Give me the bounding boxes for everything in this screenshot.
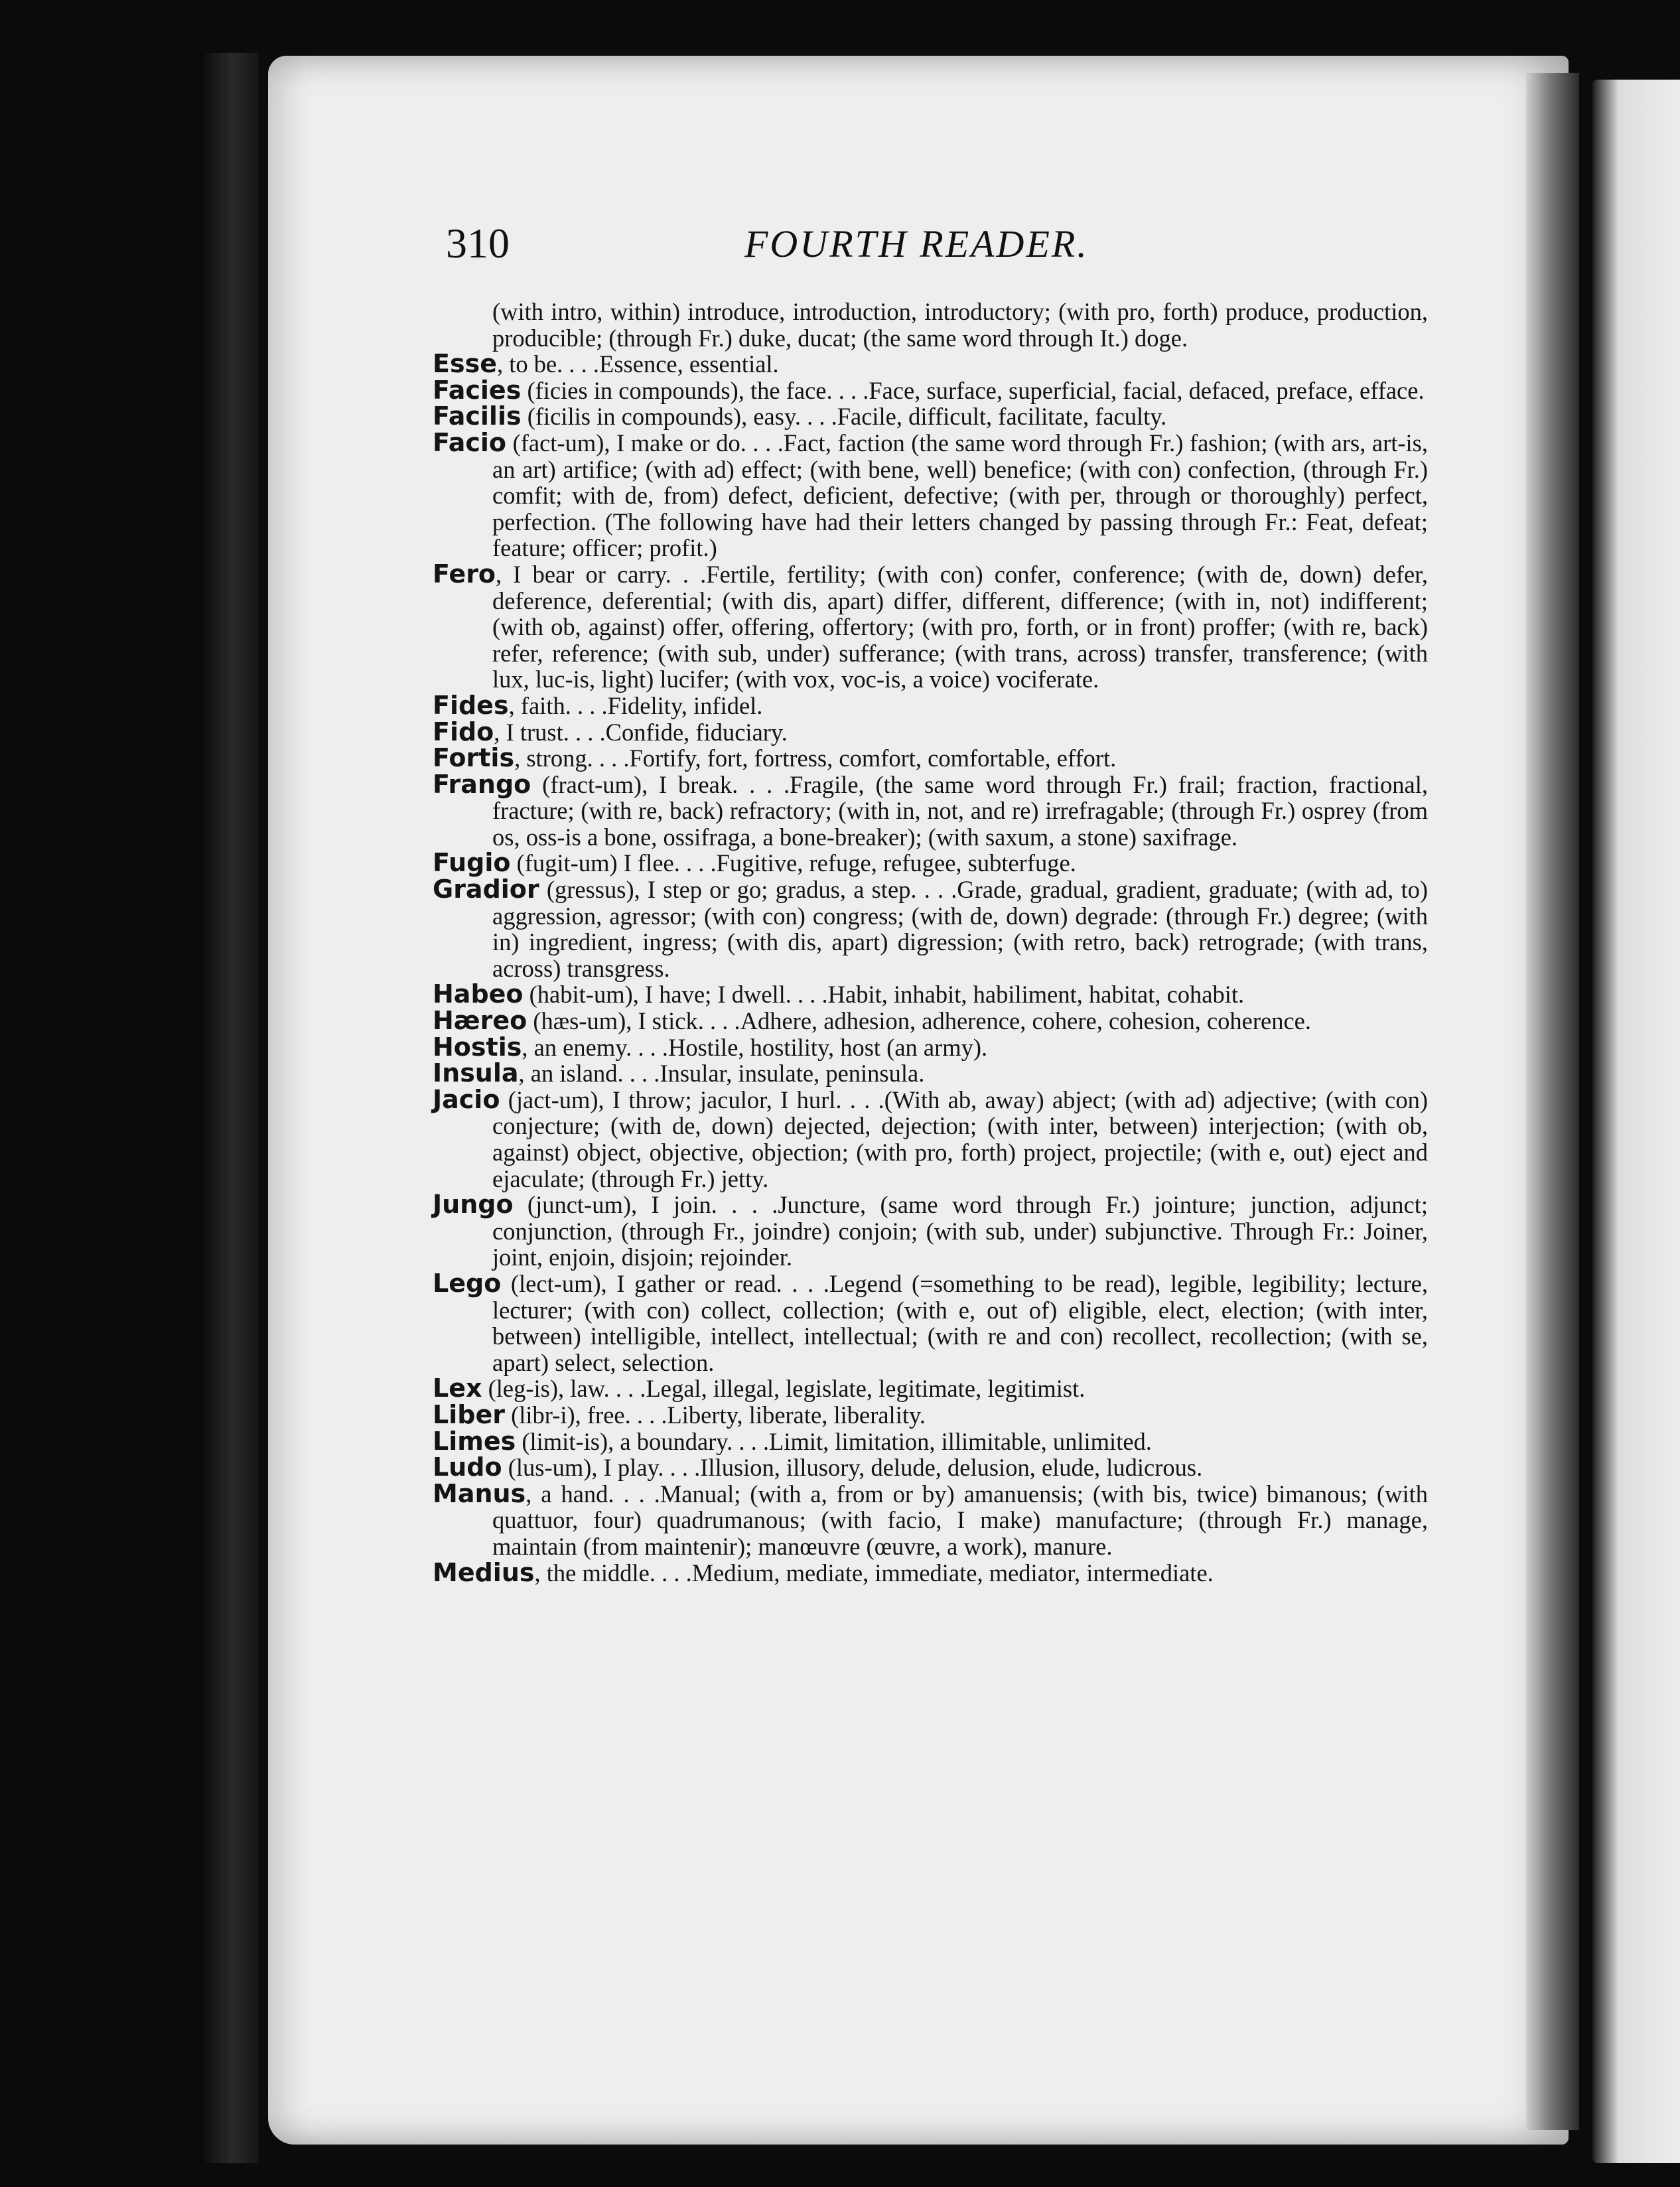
entry-headword: Gradior (433, 875, 539, 904)
entry-headword: Hostis (433, 1032, 522, 1062)
glossary-entry (433, 375, 1428, 405)
glossary-entry (433, 1084, 1428, 1192)
entry-headword: Limes (433, 1426, 516, 1456)
glossary-entry (433, 877, 1428, 981)
entry-text: , I bear or carry. . .Fertile, fertility; (with con) confer, conference; (with de, down) defer, deference, deferential; (with dis, apart) differ, different, difference; (with in, not) indifferent; (with ob, against) offer, offering, offertory; (with pro, forth, or in front) proffer; (with re, back) refer, reference; (with sub, under) sufferance; (with trans, across) transfer, transference; (with lux, luc-is, light) lucifer; (with vox, voc-is, a voice) vociferate. (492, 560, 1428, 693)
entry-text: (hæs-um), I stick. . . .Adhere, adhesion, adherence, cohere, cohesion, coherence. (527, 1007, 1311, 1035)
entry-text: (jact-um), I throw; jaculor, I hurl. . . .(With ab, away) abject; (with ad) adjective; (with con) conjecture; (with de, down) dejected, dejection; (with inter, between) interjection; (with ob, against) object, objective, objection; (with pro, forth) project, projectile; (with e, out) eject and ejaculate; (through Fr.) jetty. (492, 1086, 1428, 1192)
glossary-entry (433, 769, 1428, 851)
entry-text: , strong. . . .Fortify, fort, fortress, comfort, comfortable, effort. (514, 744, 1117, 772)
entry-text: , the middle. . . .Medium, mediate, immediate, mediator, intermediate. (534, 1559, 1214, 1587)
entry-headword: Liber (433, 1399, 505, 1429)
entry-text: (libr-i), free. . . .Liberty, liberate, liberality. (504, 1401, 926, 1429)
entry-text: (habit-um), I have; I dwell. . . .Habit, inhabit, habiliment, habitat, cohabit. (523, 981, 1245, 1009)
entry-text: (leg-is), law. . . .Legal, illegal, legislate, legitimate, legitimist. (482, 1375, 1085, 1403)
glossary-entry (433, 1478, 1428, 1560)
entry-headword: Facies (433, 375, 522, 405)
entry-headword: Fides (433, 690, 509, 720)
entry-text: , to be. . . .Essence, essential. (496, 350, 779, 378)
glossary-entry (433, 1008, 1428, 1034)
entry-text: , I trust. . . .Confide, fiduciary. (494, 718, 788, 746)
glossary-entry (433, 1557, 1428, 1587)
glossary-entry (433, 561, 1428, 693)
entry-text: (with intro, within) introduce, introduction, introductory; (with pro, forth) produce, production, producible; (through Fr.) duke, ducat; (the same word through It.) doge. (492, 298, 1428, 352)
glossary-entry (433, 403, 1428, 430)
glossary-entry (433, 351, 1428, 378)
glossary-entry (433, 1268, 1428, 1376)
glossary-entry (433, 981, 1428, 1008)
glossary-entry (433, 850, 1428, 877)
glossary-entry (433, 690, 1428, 720)
entry-text: (fugit-um) I flee. . . .Fugitive, refuge, refugee, subterfuge. (510, 849, 1076, 877)
entry-text: (junct-um), I join. . . .Juncture, (same word through Fr.) jointure; junction, adjunct; conjunction, (through Fr., joindre) conjoin; (with sub, under) subjunctive. Through Fr.: Joiner, joint, enjoin, disjoin; rejoinder. (492, 1191, 1428, 1271)
entry-headword: Jungo (433, 1190, 514, 1220)
entry-headword: Insula (433, 1058, 519, 1088)
entry-headword: Ludo (433, 1452, 502, 1482)
glossary-entry (433, 1376, 1428, 1402)
entry-text: , faith. . . .Fidelity, infidel. (508, 691, 763, 719)
entry-text: (ficilis in compounds), easy. . . .Facile, difficult, facilitate, faculty. (521, 403, 1167, 431)
glossary-entry (433, 1060, 1428, 1087)
entry-headword: Esse (433, 349, 497, 379)
page-header (446, 219, 1428, 279)
entry-text: (limit-is), a boundary. . . .Limit, limitation, illimitable, unlimited. (516, 1427, 1152, 1455)
entry-text: , a hand. . . .Manual; (with a, from or by) amanuensis; (with bis, twice) bimanous; (with quattuor, four) quadrumanous; (with facio, I make) manufacture; (through Fr.) manage, maintain (from maintenir); manœuvre (œuvre, a work), manure. (492, 1480, 1428, 1560)
entry-headword: Jacio (433, 1084, 500, 1114)
glossary-entry (433, 1034, 1428, 1061)
entry-text: (lect-um), I gather or read. . . .Legend (=something to be read), legible, legibility; lecture, lecturer; (with con) collect, collection; (with e, out of) eligible, elect, election; (with inter, between) intelligible, intellect, intellectual; (with re and con) recollect, recollection; (with se, apart) select, selection. (492, 1269, 1428, 1376)
entry-headword: Fugio (433, 848, 511, 878)
book-cover-edge (199, 53, 259, 2163)
entry-headword: Lex (433, 1374, 482, 1403)
entry-text: (lus-um), I play. . . .Illusion, illusory, delude, delusion, elude, ludicrous. (502, 1454, 1203, 1482)
entry-text: , an island. . . .Insular, insulate, peninsula. (518, 1060, 925, 1088)
entry-text: (fract-um), I break. . . .Fragile, (the same word through Fr.) frail; fraction, fractional, fracture; (with re, back) refractory; (with in, not, and re) irrefragable; (through Fr.) osprey (from os, oss-is a bone, ossifraga, a bone-breaker); (with saxum, a stone) saxifrage. (492, 770, 1428, 851)
entry-headword: Fortis (433, 743, 515, 773)
entry-headword: Facilis (433, 401, 522, 431)
entry-headword: Fido (433, 717, 494, 746)
running-title: FOURTH READER. (744, 222, 1089, 265)
glossary-entry (433, 719, 1428, 746)
entry-headword: Manus (433, 1478, 526, 1508)
glossary-entries (433, 299, 1428, 1586)
facing-page-edge (1592, 80, 1680, 2163)
entry-text: (fact-um), I make or do. . . .Fact, faction (the same word through Fr.) fashion; (with ars, art-is, an art) artifice; (with ad) effect; (with bene, well) benefice; (with con) confection, (through Fr.) comfit; with de, from) defect, deficient, defective; (with per, through or thoroughly) perfect, perfection. (The following have had their letters changed by passing through Fr.: Feat, defeat; feature; officer; profit.) (492, 429, 1428, 562)
entry-headword: Fero (433, 559, 496, 589)
glossary-entry (433, 745, 1428, 772)
glossary-entry (433, 299, 1428, 351)
entry-headword: Lego (433, 1268, 502, 1298)
entry-headword: Facio (433, 427, 507, 457)
entry-text: , an enemy. . . .Hostile, hostility, host (an army). (522, 1033, 988, 1061)
glossary-entry (433, 1399, 1428, 1429)
page-number: 310 (446, 220, 510, 267)
glossary-entry (433, 1192, 1428, 1271)
entry-headword: Medius (433, 1557, 535, 1587)
entry-headword: Frango (433, 769, 531, 799)
entry-headword: Habeo (433, 979, 524, 1009)
glossary-entry (433, 1426, 1428, 1456)
glossary-entry (433, 427, 1428, 562)
entry-text: (ficies in compounds), the face. . . .Face, surface, superficial, facial, defaced, preface, efface. (521, 376, 1425, 404)
entry-headword: Hæreo (433, 1006, 527, 1036)
page-gutter-shadow (1526, 73, 1579, 2130)
glossary-entry (433, 1454, 1428, 1481)
entry-text: (gressus), I step or go; gradus, a step. . . .Grade, gradual, gradient, graduate; (with ad, to) aggression, agressor; (with con) congress; (with de, down) degrade: (through Fr.) degree; (with in) ingredient, ingress; (with dis, apart) digression; (with retro, back) retrograde; (with trans, across) transgress. (492, 876, 1428, 982)
